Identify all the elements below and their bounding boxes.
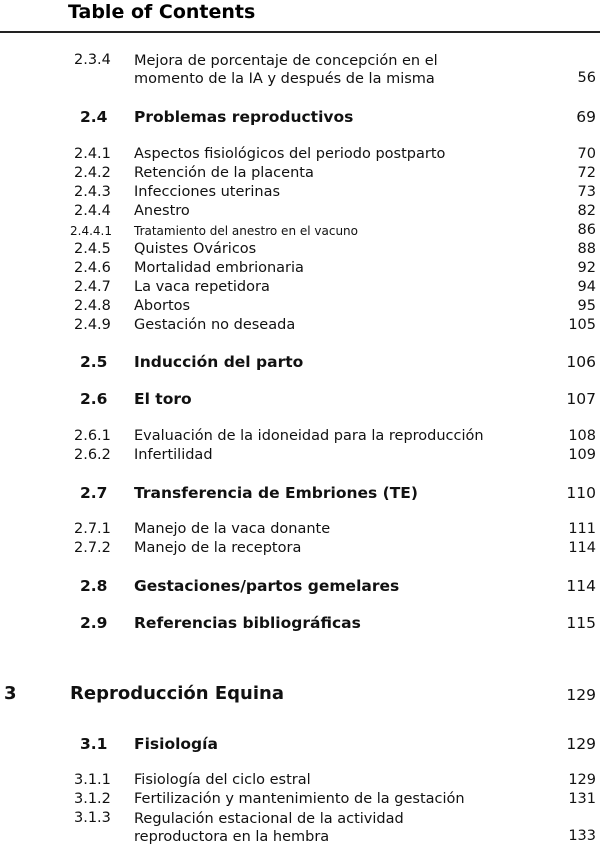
toc-entry-number: 2.4.3 [74, 184, 111, 200]
toc-entry-number: 2.6 [80, 390, 108, 408]
toc-entry-title: Reproducción Equina [70, 683, 284, 704]
toc-entry-title-line: Regulación estacional de la actividad [134, 811, 404, 827]
toc-entry-title: Inducción del parto [134, 353, 304, 371]
toc-entry-page: 70 [577, 146, 596, 162]
toc-entry-number: 2.8 [80, 577, 108, 595]
toc-entry-number: 2.7.2 [74, 540, 111, 556]
toc-entry-title [134, 52, 438, 88]
toc-entry-page: 115 [566, 614, 596, 632]
toc-entry-page: 92 [577, 260, 596, 276]
toc-entry-number: 3 [4, 683, 17, 704]
toc-entry-page: 73 [577, 184, 596, 200]
toc-entry-title: Aspectos fisiológicos del periodo postparto [134, 146, 446, 162]
toc-entry-title: Infertilidad [134, 447, 213, 463]
toc-entry-number: 2.9 [80, 614, 108, 632]
toc-entry-number: 2.4.6 [74, 260, 111, 276]
toc-entry-number: 2.5 [80, 353, 108, 371]
toc-entry-number: 2.6.2 [74, 447, 111, 463]
toc-entry-page: 69 [576, 108, 596, 126]
toc-entry-page: 94 [577, 279, 596, 295]
toc-entry-title: Problemas reproductivos [134, 108, 354, 126]
page-title: Table of Contents [68, 1, 256, 23]
toc-entry-page: 114 [568, 540, 596, 556]
toc-entry-title: Referencias bibliográficas [134, 614, 361, 632]
toc-entry-title: Tratamiento del anestro en el vacuno [134, 224, 358, 238]
toc-entry-title: Retención de la placenta [134, 165, 314, 181]
toc-entry-page: 133 [568, 828, 596, 844]
toc-entry-title-line: Mejora de porcentaje de concepción en el [134, 53, 438, 69]
toc-entry-page: 56 [577, 70, 596, 86]
toc-entry-page: 95 [577, 298, 596, 314]
toc-entry-title: La vaca repetidora [134, 279, 270, 295]
toc-entry-number: 2.4.2 [74, 165, 111, 181]
toc-entry-title: Evaluación de la idoneidad para la reproducción [134, 428, 484, 444]
toc-entry-title: Infecciones uterinas [134, 184, 281, 200]
toc-entry-number: 3.1.3 [74, 810, 111, 826]
toc-entry-number: 3.1.2 [74, 791, 111, 807]
toc-entry-page: 114 [566, 577, 596, 595]
toc-entry-page: 82 [577, 203, 596, 219]
toc-entry-title: Fisiología del ciclo estral [134, 772, 311, 788]
toc-entry-page: 111 [568, 521, 596, 537]
toc-entry-title [134, 810, 404, 846]
toc-entry-title: Gestaciones/partos gemelares [134, 577, 400, 595]
toc-entry-page: 105 [568, 317, 596, 333]
toc-entry-page: 110 [566, 484, 596, 502]
toc-entry-page: 107 [566, 390, 596, 408]
toc-entry-title: Fisiología [134, 735, 218, 753]
toc-entry-number: 2.7 [80, 484, 108, 502]
toc-entry-number: 3.1 [80, 735, 108, 753]
toc-entry-page: 109 [568, 447, 596, 463]
toc-entry-page: 88 [577, 241, 596, 257]
toc-entry-number: 2.4.1 [74, 146, 111, 162]
toc-entry-page: 108 [568, 428, 596, 444]
toc-entry-title: Gestación no deseada [134, 317, 296, 333]
toc-entry-number: 3.1.1 [74, 772, 111, 788]
toc-entry-page: 129 [566, 686, 596, 704]
toc-entry-title: Mortalidad embrionaria [134, 260, 304, 276]
toc-entry-page: 129 [568, 772, 596, 788]
toc-entry-title: Anestro [134, 203, 190, 219]
toc-entry-number: 2.4 [80, 108, 108, 126]
toc-entry-page: 131 [568, 791, 596, 807]
toc-entry-page: 86 [577, 222, 596, 238]
toc-entry-title: Manejo de la receptora [134, 540, 302, 556]
toc-entry-number: 2.4.9 [74, 317, 111, 333]
toc-entry-number: 2.4.8 [74, 298, 111, 314]
toc-entry-title: Manejo de la vaca donante [134, 521, 331, 537]
toc-entry-number: 2.3.4 [74, 52, 111, 68]
toc-entry-title: Quistes Ováricos [134, 241, 257, 257]
toc-entry-number: 2.7.1 [74, 521, 111, 537]
toc-entry-page: 106 [566, 353, 596, 371]
toc-entry-title: Fertilización y mantenimiento de la gestación [134, 791, 465, 807]
toc-entry-title: Transferencia de Embriones (TE) [134, 484, 418, 502]
toc-entry-page: 129 [566, 735, 596, 753]
toc-entry-number: 2.4.7 [74, 279, 111, 295]
toc-entry-number: 2.4.4.1 [70, 224, 112, 238]
toc-entry-number: 2.6.1 [74, 428, 111, 444]
toc-entry-title-line: momento de la IA y después de la misma [134, 71, 435, 87]
toc-entry-title-line: reproductora en la hembra [134, 829, 330, 845]
toc-entry-page: 72 [577, 165, 596, 181]
toc-entry-number: 2.4.5 [74, 241, 111, 257]
toc-entry-title: Abortos [134, 298, 191, 314]
toc-entry-number: 2.4.4 [74, 203, 111, 219]
toc-entry-title: El toro [134, 390, 192, 408]
